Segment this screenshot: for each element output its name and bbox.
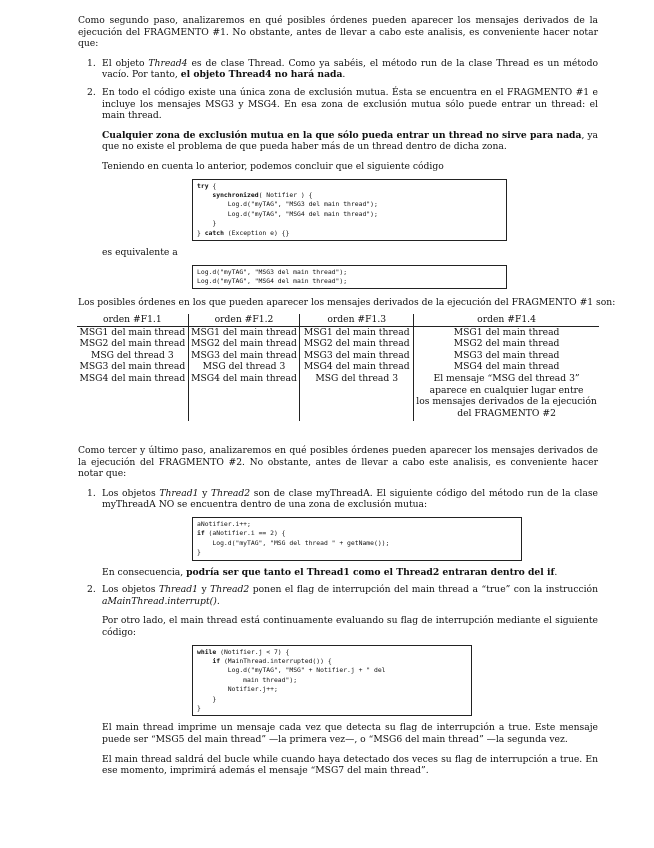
code-block-try-synchronized: try { synchronized( Notifier ) { Log.d("myTAG", "MSG3 del main thread"); Log.d("myTAG", "MSG4 del main thread"); } } catch (Exception e) {} (192, 179, 507, 241)
note2-item-1-text: Los objetos Thread1 y Thread2 son de clase myThreadA. El siguiente código del método run de la clase myThreadA NO se encuentra dentro de una zona de exclusión mutua: (102, 487, 598, 511)
table-col-f1-2: MSG1 del main thread MSG2 del main thread MSG3 del main thread MSG del thread 3 MSG4 del main thread (188, 326, 300, 421)
orders-table (77, 314, 599, 421)
teniendo-paragraph: Teniendo en cuenta lo anterior, podemos concluir que el siguiente código (102, 160, 444, 172)
consecuencia-paragraph: En consecuencia, podría ser que tanto el Thread1 como el Thread2 entraran dentro del if. (102, 566, 558, 578)
item-number: 1. (87, 57, 96, 69)
code-block-equivalent: Log.d("myTAG", "MSG3 del main thread"); Log.d("myTAG", "MSG4 del main thread"); (192, 265, 507, 290)
item-number: 2. (87, 584, 96, 596)
object-name: Thread4 (148, 57, 188, 69)
note-item-2 (78, 87, 598, 289)
note2-item-2-text: Los objetos Thread1 y Thread2 ponen el flag de interrupción del main thread a “true” con la instrucción aMainThread.interrupt(). (102, 584, 598, 607)
note-item-2-text: En todo el código existe una única zona de exclusión mutua. Ésta se encuentra en el FRAGMENTO #1 e incluye los mensajes MSG3 y MSG4. En esa zona de exclusión mutua sólo puede entrar un thread: el main thread. (102, 86, 598, 122)
table-header-f1-2: orden #F1.2 (188, 314, 300, 326)
item-number: 1. (87, 487, 96, 499)
table-header-f1-1: orden #F1.1 (77, 314, 188, 326)
table-header-f1-3: orden #F1.3 (300, 314, 414, 326)
mutual-exclusion-remark: Cualquier zona de exclusión mutua en la que sólo pueda entrar un thread no sirve para nada, ya que no existe el problema de que pueda haber más de un thread dentro de dicha zona. (102, 129, 599, 153)
note-item-1-text: El objeto Thread4 es de clase Thread. Como ya sabéis, el método run de la clase Thread es un método vacío. Por tanto, el objeto Thread4 no hará nada. (102, 57, 598, 81)
equivalente-text: es equivalente a (102, 246, 178, 258)
imprime-paragraph: El main thread imprime un mensaje cada vez que detecta su flag de interrupción a true. Este mensaje puede ser “MSG5 del main thread” —la primera vez—, o “MSG6 del main thread” —la segunda vez. (102, 722, 598, 745)
table-col-f1-1: MSG1 del main thread MSG2 del main thread MSG del thread 3 MSG3 del main thread MSG4 del main thread (79, 326, 186, 384)
notes-list-2 (78, 488, 598, 777)
code-block-mythreada-run: aNotifier.i++; if (aNotifier.i == 2) { Log.d("myTAG", "MSG del thread " + getName()); } (192, 517, 522, 561)
notes-list-1 (78, 58, 598, 290)
orders-table-wrapper (78, 314, 598, 431)
note-item-1 (78, 58, 598, 81)
otro-lado-paragraph: Por otro lado, el main thread está continuamente evaluando su flag de interrupción mediante el siguiente código: (102, 615, 598, 638)
table-caption: Los posibles órdenes en los que pueden aparecer los mensajes derivados de la ejecución del FRAGMENTO #1 son: (78, 297, 616, 309)
table-header-f1-4: orden #F1.4 (414, 314, 599, 326)
document-page (78, 15, 616, 783)
bold-conclusion: el objeto Thread4 no hará nada (180, 69, 343, 81)
table-col-f1-3: MSG1 del main thread MSG2 del main thread MSG3 del main thread MSG4 del main thread MSG del thread 3 (300, 326, 414, 421)
item-number: 2. (87, 86, 96, 98)
intro-paragraph: Como segundo paso, analizaremos en qué posibles órdenes pueden aparecer los mensajes derivados de la ejecución del FRAGMENTO #1. No obstante, antes de llevar a cabo este analisis, es conveniente hacer notar que: (78, 15, 598, 50)
note2-item-2 (78, 584, 598, 777)
table-col-f1-4: MSG1 del main thread MSG2 del main thread MSG3 del main thread MSG4 del main thread El mensaje “MSG del thread 3” aparece en cualquier lugar entre los mensajes derivados de la ejecución del FRAGMENTO #2 (414, 326, 599, 421)
part3-paragraph: Como tercer y último paso, analizaremos en qué posibles órdenes pueden aparecer los mensajes derivados de la ejecución del FRAGMENTO #2. No obstante, antes de llevar a cabo este analisis, es conveniente hacer notar que: (78, 444, 598, 480)
note2-item-1 (78, 488, 598, 578)
saldra-paragraph: El main thread saldrá del bucle while cuando haya detectado dos veces su flag de interrupción a true. En ese momento, imprimirá además el mensaje “MSG7 del main thread”. (102, 753, 598, 777)
code-block-while-loop: while (Notifier.j < 7) { if (MainThread.interrupted()) { Log.d("myTAG", "MSG" + Notifier.j + " del main thread"); Notifier.j++; } } (192, 645, 472, 717)
